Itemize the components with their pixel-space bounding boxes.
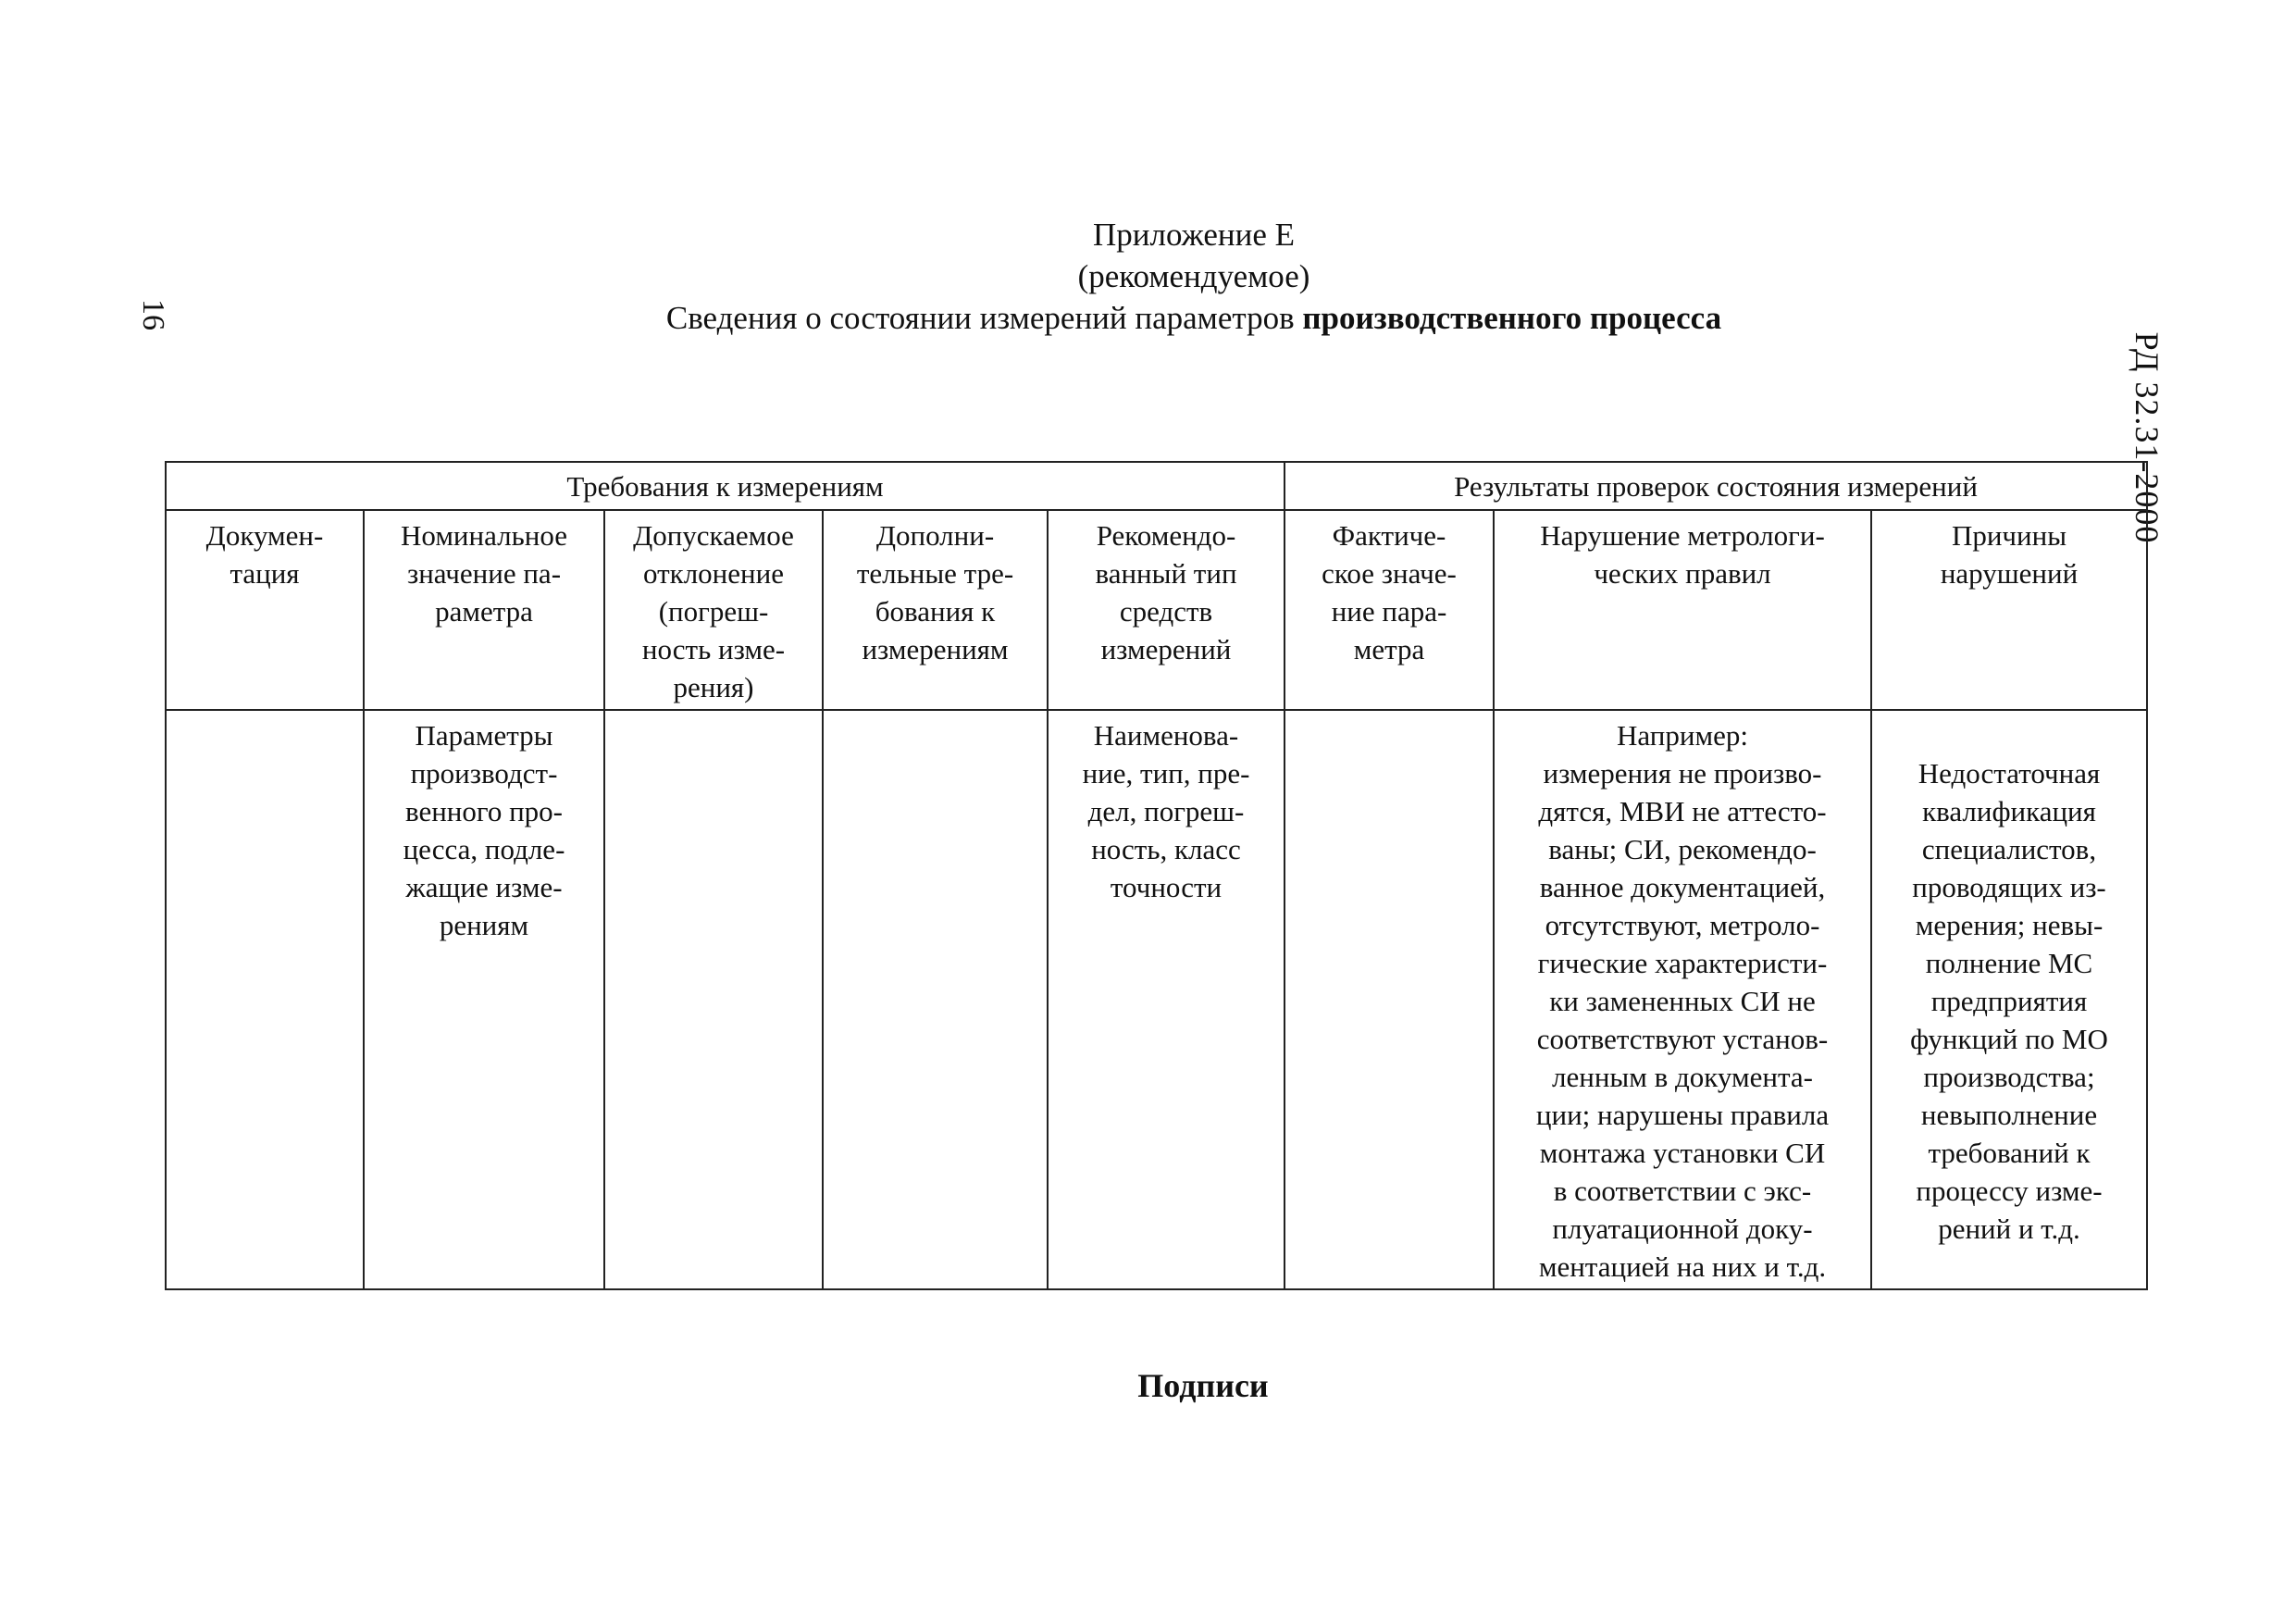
measurement-status-table — [165, 461, 2148, 1290]
column-header-actual-value — [1285, 510, 1494, 710]
table-row — [166, 710, 2147, 1289]
page-number: 16 — [136, 299, 170, 330]
table-cell-recommended-instrument — [1048, 710, 1285, 1289]
column-header-text: Рекомендо- ванный тип средств измерений — [1095, 519, 1237, 665]
column-header-causes — [1871, 510, 2147, 710]
title-part-regular: Сведения о состоянии измерений параметров — [665, 300, 1303, 336]
appendix-heading: Приложение Е — [1093, 217, 1295, 253]
table-group-row — [166, 462, 2147, 510]
table-cell-violations — [1494, 710, 1871, 1289]
signatures-heading: Подписи — [1137, 1367, 1269, 1404]
table-header-row — [166, 510, 2147, 710]
column-header-violations — [1494, 510, 1871, 710]
cell-text: Наименова- ние, тип, пре- дел, погреш- ность, класс точности — [1082, 719, 1250, 903]
column-header-text: Допускаемое отклонение (погреш- ность изме- рения) — [633, 519, 794, 703]
cell-text: Параметры производст- венного про- цесса, подле- жащие изме- рениям — [403, 719, 565, 941]
cell-text: Недостаточная квалификация специалистов, проводящих из- мерения; невы- полнение МС предприятия функций по МО производства; невыполнение требований к процессу изме- рений и т.д. — [1910, 757, 2108, 1245]
appendix-status: (рекомендуемое) — [1077, 258, 1310, 294]
table-cell-additional-requirements — [823, 710, 1048, 1289]
column-header-text: Причины нарушений — [1940, 519, 2079, 590]
column-header-text: Нарушение метрологи- ческих правил — [1540, 519, 1825, 590]
column-header-tolerance — [604, 510, 823, 710]
document-title — [0, 298, 2296, 339]
table-cell-nominal-value — [364, 710, 604, 1289]
cell-text: Например: измерения не произво- дятся, МВИ не аттесто- ваны; СИ, рекомендо- ванное документацией, отсутствуют, метроло- гические характеристи- ки замененных СИ не соответствуют установ- ленным в документа- ции; нарушены правила монтажа установки СИ в соответствии с экс- плуатационной доку- ментацией на них и т.д. — [1535, 719, 1830, 1283]
column-header-text: Докумен- тация — [205, 519, 324, 590]
column-header-text: Дополни- тельные тре- бования к измерениям — [856, 519, 1014, 665]
column-header-recommended-instrument — [1048, 510, 1285, 710]
table-cell-documentation — [166, 710, 364, 1289]
table-cell-tolerance — [604, 710, 823, 1289]
column-header-nominal-value — [364, 510, 604, 710]
title-part-bold: производственного процесса — [1302, 300, 1722, 336]
document-code: РД 32.31-2000 — [2128, 331, 2166, 544]
table-cell-causes — [1871, 710, 2147, 1289]
table-cell-actual-value — [1285, 710, 1494, 1289]
column-header-documentation — [166, 510, 364, 710]
column-header-text: Номинальное значение па- раметра — [401, 519, 567, 628]
column-header-additional-requirements — [823, 510, 1048, 710]
group-header-requirements: Требования к измерениям — [166, 462, 1285, 510]
column-header-text: Фактиче- ское значе- ние пара- метра — [1322, 519, 1457, 665]
group-header-results: Результаты проверок состояния измерений — [1285, 462, 2147, 510]
